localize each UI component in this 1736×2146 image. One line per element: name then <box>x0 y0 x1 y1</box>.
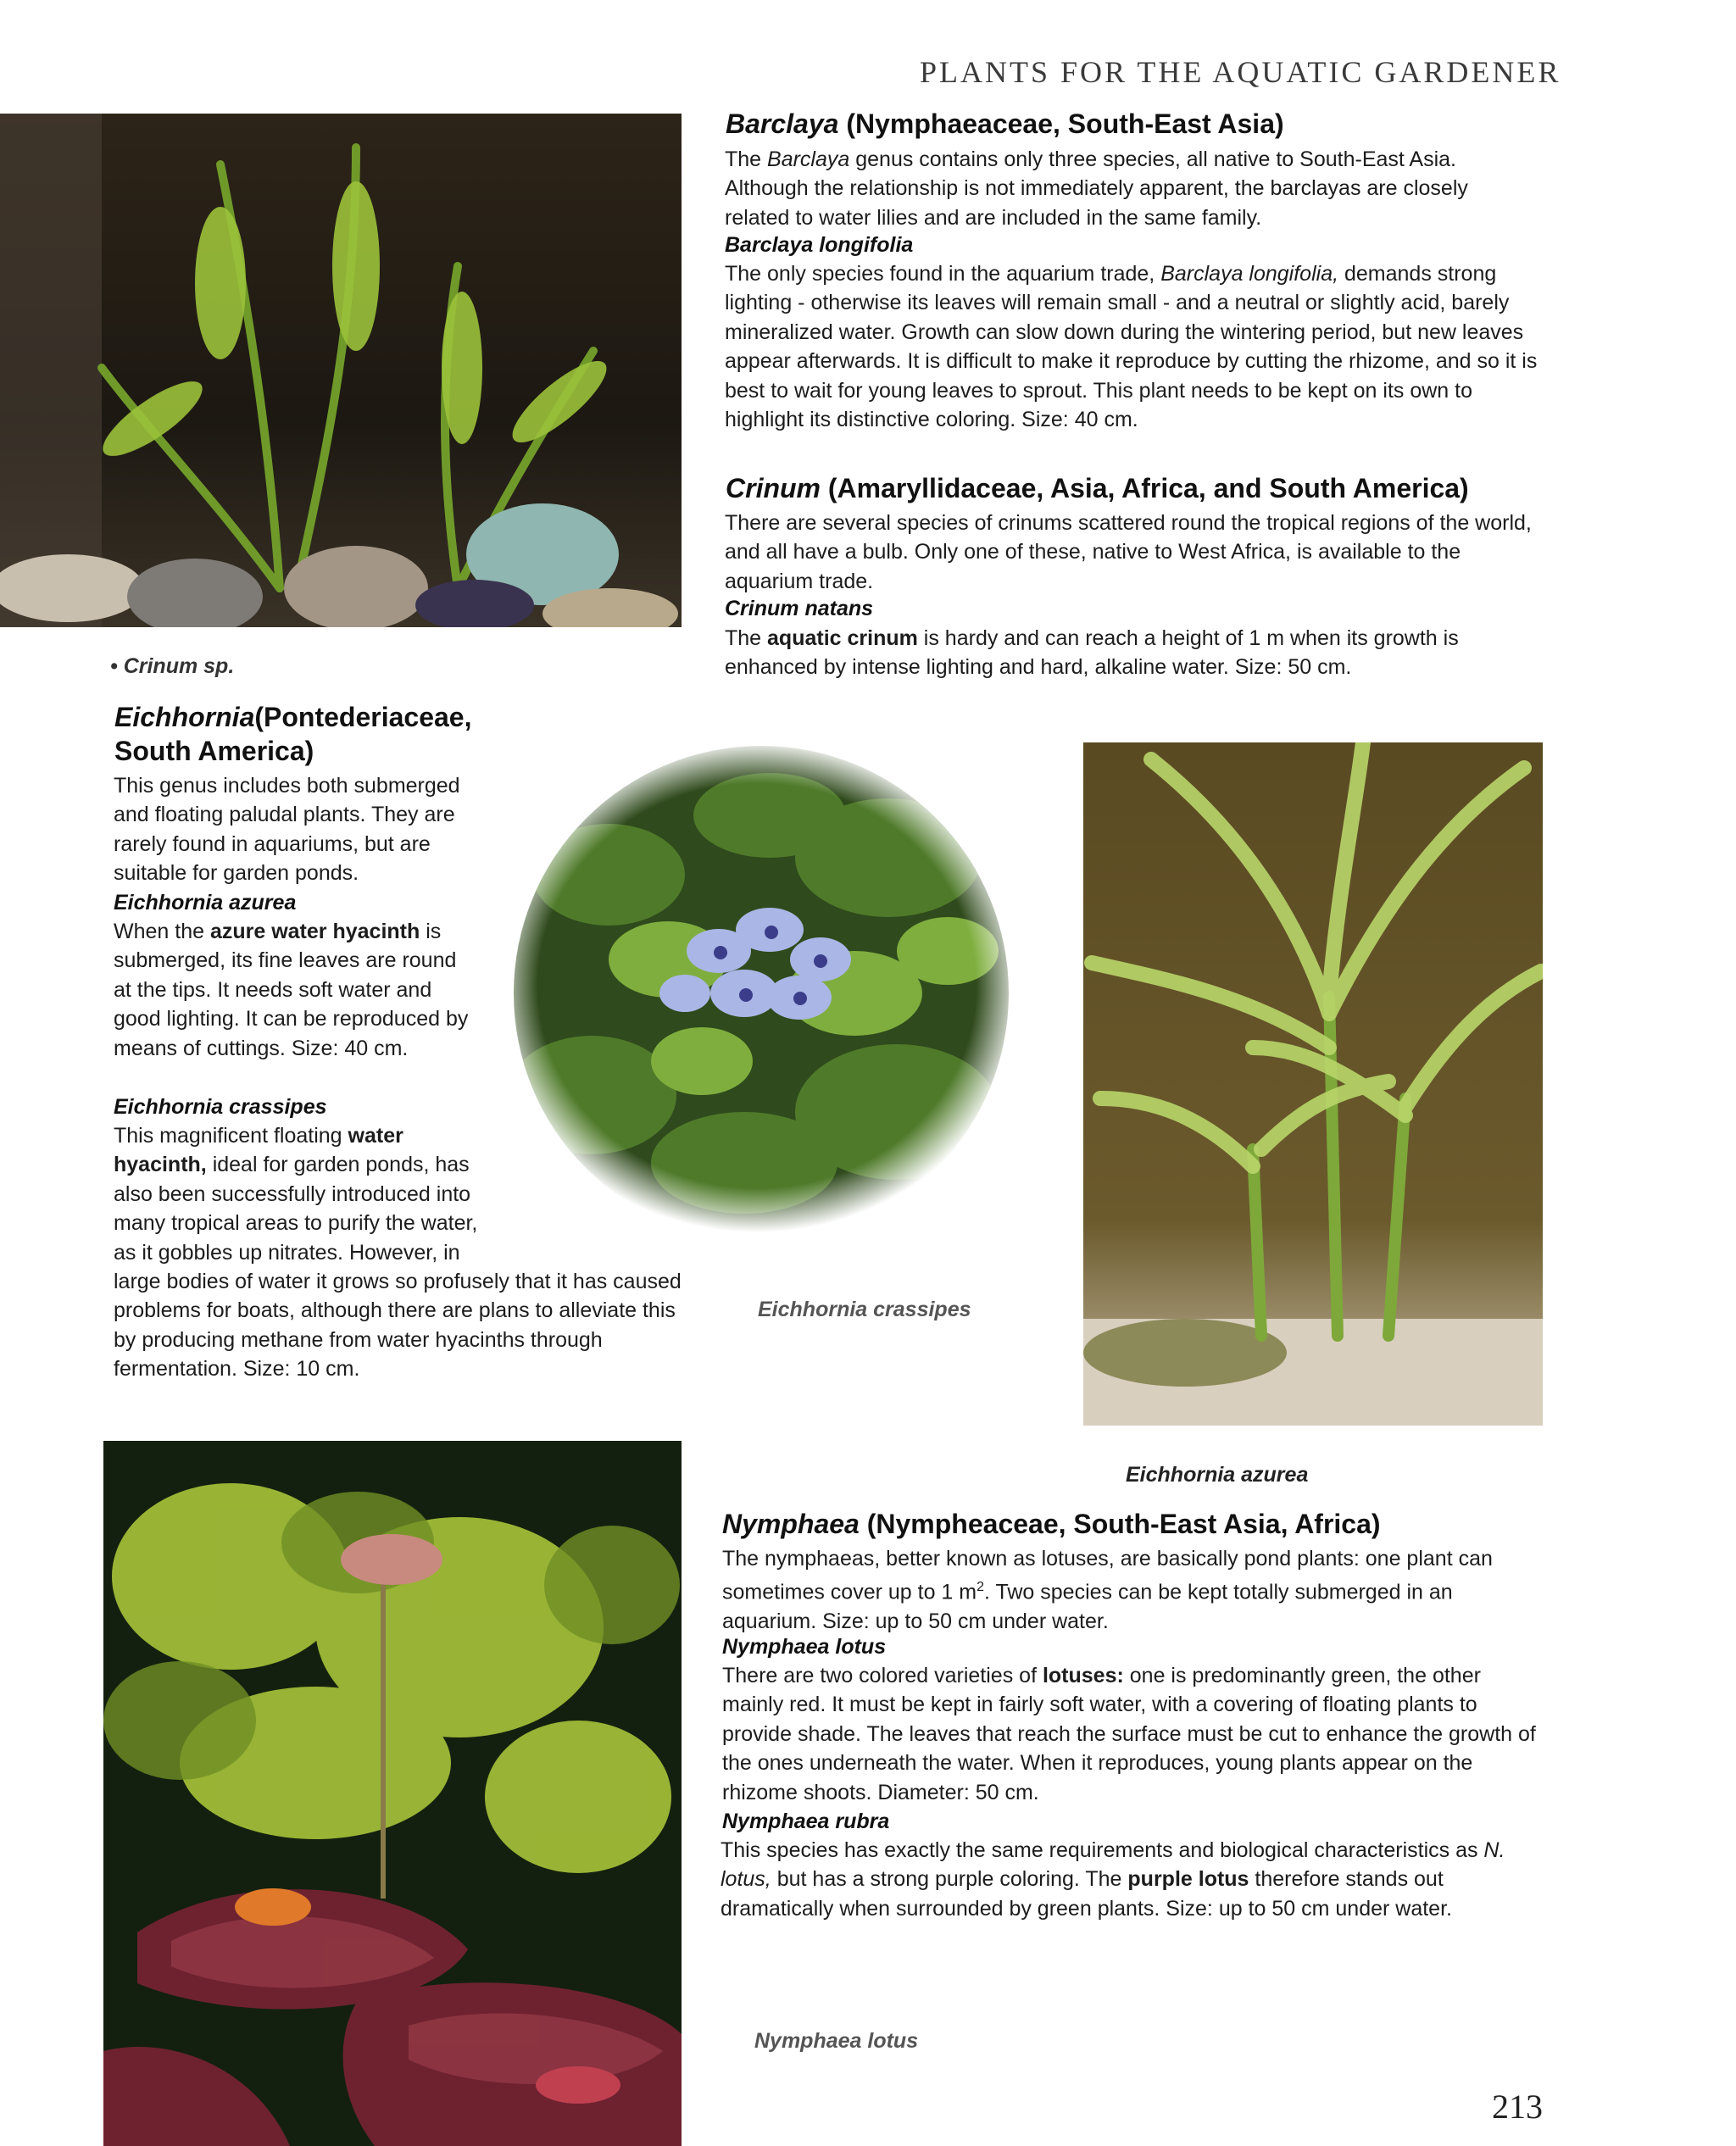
nymphaea-title-genus: Nymphaea <box>722 1509 860 1539</box>
crinum-species-text <box>725 624 1538 682</box>
eichhornia-azurea-name: Eichhornia azurea <box>114 891 297 915</box>
text-span: purple lotus <box>1127 1867 1249 1892</box>
barclaya-title <box>726 107 1284 141</box>
eichhornia-title-rest: (Pontederiaceae, <box>254 702 472 732</box>
text-span: The <box>725 626 768 650</box>
eichhornia-title <box>114 700 521 768</box>
crinum-title <box>726 471 1469 505</box>
text-span: but has a strong purple coloring. The <box>771 1867 1128 1892</box>
nymphaea-rubra-name: Nymphaea rubra <box>722 1810 890 1833</box>
eichhornia-azurea-text <box>114 917 478 1063</box>
nymphaea-intro <box>722 1544 1549 1637</box>
nymphaea-rubra-text <box>721 1836 1547 1923</box>
eichhornia-intro: This genus includes both submerged and floating paludal plants. They are rarely found in aquariums, but are suitable for garden ponds. <box>114 774 460 886</box>
text-span: one is predominantly green, the other mainly red. It must be kept in fairly soft water, with a covering of floating plants to provide shade. The leaves that reach the surface must be cut to enhance the growth of the ones underneath the water. When it reproduces, young plants appear on the rhizome shoots. Diameter: 50 cm. <box>722 1664 1536 1804</box>
nymphaea-lotus-name: Nymphaea lotus <box>722 1635 887 1659</box>
barclaya-intro <box>725 145 1538 232</box>
nymphaea-lotus-text <box>722 1661 1544 1807</box>
caption-crinum: • Crinum sp. <box>110 654 235 678</box>
barclaya-species-text <box>725 259 1547 434</box>
photo-eichhornia-crassipes <box>490 739 1024 1232</box>
text-span: There are two colored varieties of <box>722 1664 1043 1687</box>
eichhornia-crassipes-name: Eichhornia crassipes <box>114 1095 327 1119</box>
text-span: lotuses: <box>1042 1664 1124 1687</box>
crinum-title-genus: Crinum <box>726 473 821 503</box>
barclaya-species-name: Barclaya longifolia <box>725 233 914 257</box>
caption-eichhornia-crassipes: Eichhornia crassipes <box>758 1298 971 1321</box>
text-span: N. lotus, <box>721 1838 1505 1892</box>
text-span: Barclaya <box>767 147 850 171</box>
crinum-title-rest: (Amaryllidaceae, Asia, Africa, and South America) <box>827 473 1469 503</box>
text-span: This magnificent floating <box>114 1124 348 1148</box>
text-span: This species has exactly the same requirements and biological characteristics as <box>721 1838 1484 1862</box>
crinum-species-name: Crinum natans <box>725 597 874 620</box>
photo-eichhornia-azurea <box>1083 742 1543 1426</box>
text-span: aquatic crinum <box>767 626 918 650</box>
barclaya-title-rest: (Nymphaeaceae, South-East Asia) <box>846 108 1284 139</box>
text-span: The nymphaeas, better known as lotuses, are basically pond plants: one plant can sometimes cover up to 1 m <box>722 1547 1493 1604</box>
text-span: is submerged, its fine leaves are round at the tips. It needs soft water and good lighting. It can be reproduced by means of cuttings. Size: 40 cm. <box>114 920 469 1060</box>
text-span: therefore stands out dramatically when surrounded by green plants. Size: up to 50 cm under water. <box>721 1867 1452 1921</box>
photo-nymphaea-lotus <box>103 1441 682 2146</box>
text-span: water hyacinth, <box>114 1124 403 1177</box>
eichhornia-title-genus: Eichhornia <box>114 702 255 732</box>
text-span: azure water hyacinth <box>209 920 420 943</box>
text-span: . Two species can be kept totally submerged in an aquarium. Size: up to 50 cm under water. <box>722 1580 1453 1634</box>
text-span: When the <box>114 920 210 943</box>
caption-eichhornia-azurea: Eichhornia azurea <box>1126 1463 1309 1487</box>
page-number: 213 <box>1492 2088 1543 2126</box>
running-head: PLANTS FOR THE AQUATIC GARDENER <box>920 55 1561 89</box>
text-span: 2 <box>976 1580 985 1595</box>
text-span: The <box>725 147 768 171</box>
caption-nymphaea-lotus: Nymphaea lotus <box>754 2029 919 2053</box>
text-span: Barclaya longifolia, <box>1160 262 1339 286</box>
nymphaea-title-rest: (Nympheaceae, South-East Asia, Africa) <box>866 1509 1381 1539</box>
text-span: demands strong lighting - otherwise its leaves will remain small - and a neutral or slightly acid, barely mineralized water. Growth can slow down during the wintering period, but new leaves appear afterwards. It is difficult to make it reproduce by cutting the rhizome, and so it is best to wait for young leaves to sprout. This plant needs to be kept on its own to highlight its distinctive coloring. Size: 40 cm. <box>725 262 1538 432</box>
photo-crinum <box>0 114 682 627</box>
text-span: is hardy and can reach a height of 1 m when its growth is enhanced by intense lighting and hard, alkaline water. Size: 50 cm. <box>725 626 1459 680</box>
nymphaea-title <box>722 1507 1381 1541</box>
text-span: genus contains only three species, all native to South-East Asia. Although the relationship is not immediately apparent, the barclayas are closely related to water lilies and are included in the same family. <box>725 147 1468 230</box>
crinum-intro: There are several species of crinums scattered round the tropical regions of the world, and all have a bulb. Only one of these, native to West Africa, is available to the aquarium trade. <box>725 511 1532 593</box>
text-span: The only species found in the aquarium trade, <box>725 262 1161 286</box>
barclaya-title-genus: Barclaya <box>726 108 839 139</box>
eichhornia-title-line2: South America) <box>114 736 314 766</box>
text-span: ideal for garden ponds, has also been successfully introduced into many tropical areas to purify the water, as it gobbles up nitrates. However, in large bodies of water it grows so profusely that it has caused problems for boats, although there are plans to alleviate this by producing methane from water hyacinths through fermentation. Size: 10 cm. <box>114 1153 682 1382</box>
